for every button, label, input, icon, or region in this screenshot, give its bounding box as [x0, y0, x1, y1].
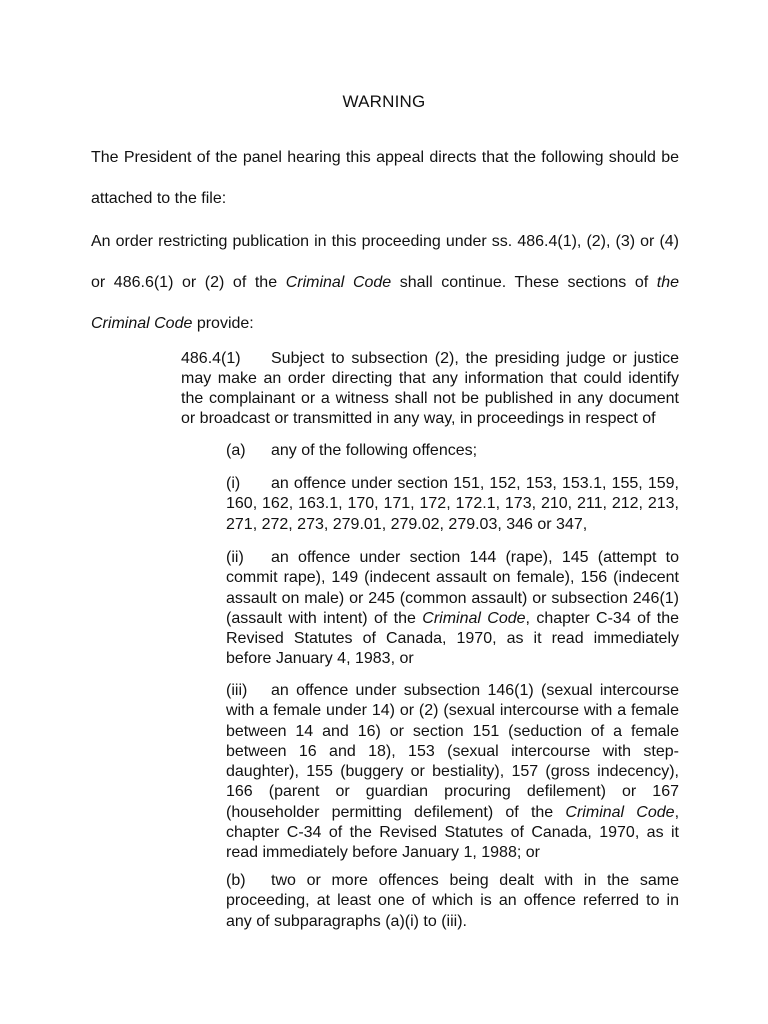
- item-a-label: (a): [226, 442, 246, 459]
- item-iii-italic: Criminal Code: [565, 803, 675, 821]
- order-italic-the-criminal-code: the Criminal Code: [91, 274, 680, 332]
- list-item-i: [226, 474, 679, 535]
- page-title: WARNING: [342, 92, 426, 111]
- item-i-text: an offence under section 151, 152, 153, 153.1, 155, 159, 160, 162, 163.1, 170, 171, 172, 172.1, 173, 210, 211, 212, 213, 271, 272, 273, 279.01, 279.02, 279.03, 346 or 347,: [226, 475, 679, 533]
- item-iii-label: (iii): [226, 682, 248, 699]
- order-text-2: shall continue. These sections of: [391, 274, 657, 291]
- section-text: Subject to subsection (2), the presiding judge or justice may make an order directing that any information that could identify the complainant or a witness shall not be published in any document or broadcast or transmitted in any way, in proceedings in respect of: [181, 350, 679, 427]
- list-item-b: [226, 871, 679, 932]
- list-item-iii: [226, 681, 679, 864]
- item-ii-label: (ii): [226, 549, 244, 566]
- order-paragraph: [91, 221, 679, 344]
- list-item-a: [226, 441, 679, 461]
- section-quote: [181, 349, 679, 429]
- item-ii-italic: Criminal Code: [422, 609, 526, 627]
- item-a-text: any of the following offences;: [271, 442, 478, 459]
- intro-paragraph: The President of the panel hearing this appeal directs that the following should be attached to the file:: [91, 149, 679, 207]
- order-text-1: An order restricting publication in this proceeding under ss. 486.4(1), (2), (3) or (4) or 486.6(1) or (2) of the: [91, 233, 679, 291]
- item-ii-text-1: an offence under section 144 (rape), 145 (attempt to commit rape), 149 (indecent assault on female), 156 (indecent assault on male) or 245 (common assault) or subsection 246(1) (assault with intent) of the: [226, 549, 679, 627]
- order-italic-criminal-code: Criminal Code: [285, 274, 392, 291]
- item-ii-text-2: , chapter C-34 of the Revised Statutes of Canada, 1970, as it read immediately before January 4, 1983, or: [226, 609, 680, 668]
- item-i-label: (i): [226, 475, 241, 492]
- list-item-ii: [226, 548, 679, 670]
- item-iii-text-2: , chapter C-34 of the Revised Statutes of Canada, 1970, as it read immediately before January 1, 1988; or: [226, 803, 680, 862]
- item-b-text: two or more offences being dealt with in the same proceeding, at least one of which is an offence referred to in any of subparagraphs (a)(i) to (iii).: [226, 872, 679, 930]
- item-iii-text-1: an offence under subsection 146(1) (sexual intercourse with a female under 14) or (2) (sexual intercourse with a female between 14 and 16) or section 151 (seduction of a female between 16 and 18), 153 (sexual intercourse with step-daughter), 155 (buggery or bestiality), 157 (gross indecency), 166 (parent or guardian procuring defilement) or 167 (householder permitting defilement) of the: [226, 682, 679, 821]
- order-text-3: provide:: [192, 315, 254, 332]
- section-number: 486.4(1): [181, 350, 241, 367]
- item-b-label: (b): [226, 872, 246, 889]
